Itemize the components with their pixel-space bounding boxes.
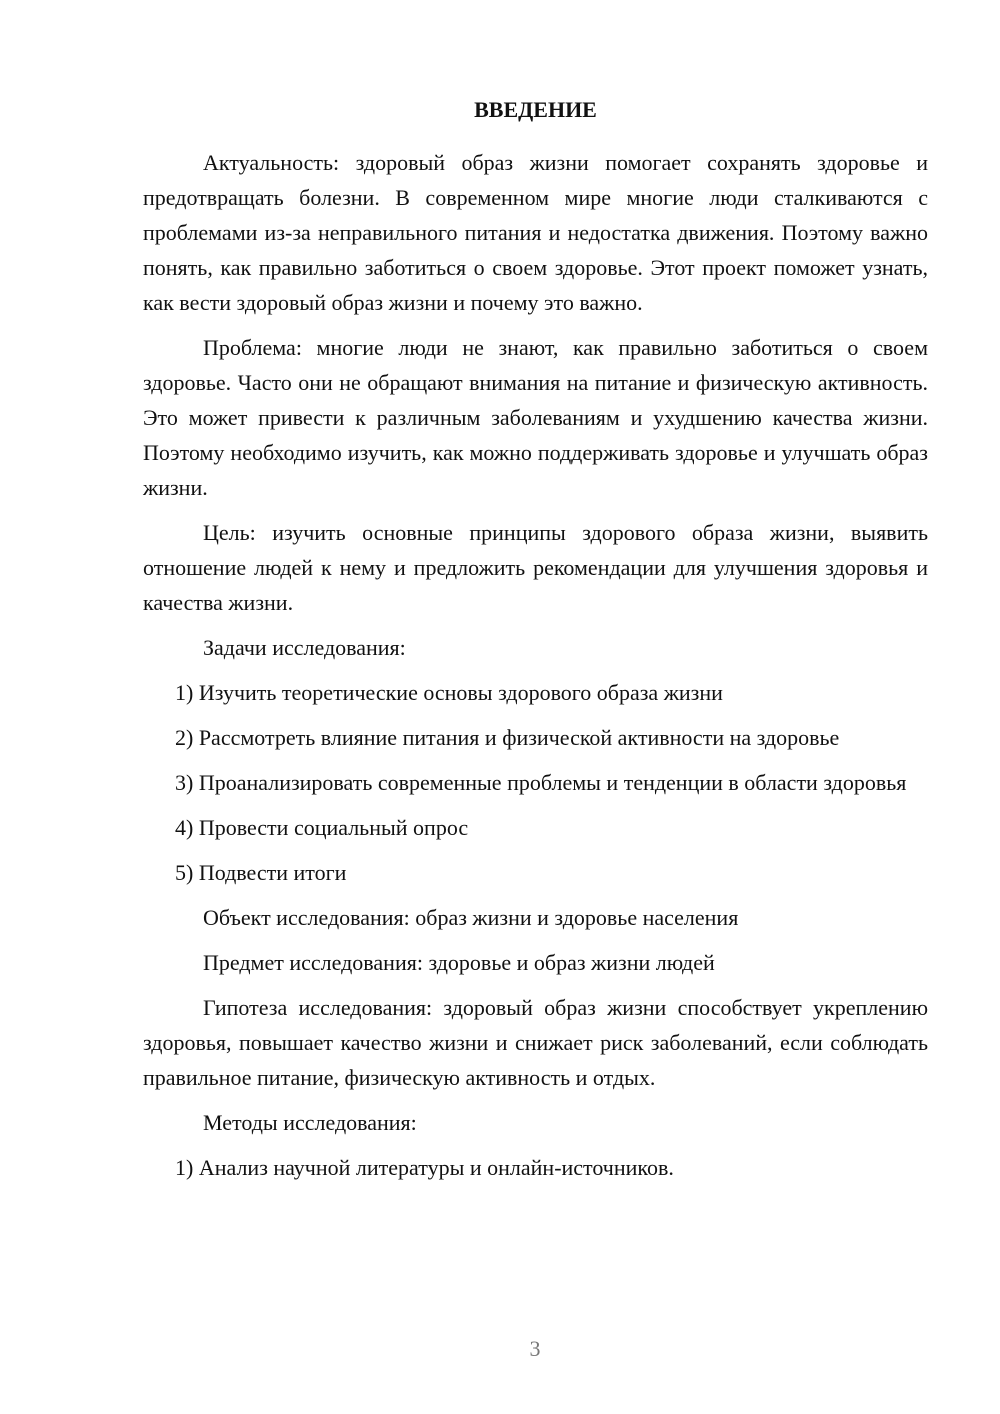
task-item-5: 5) Подвести итоги: [175, 860, 347, 885]
task-item-1: 1) Изучить теоретические основы здорового образа жизни: [175, 680, 723, 705]
goal-paragraph: Цель: изучить основные принципы здорового образа жизни, выявить отношение людей к нему и предложить рекомендации для улучшения здоровья и качества жизни.: [143, 520, 928, 615]
page-title: ВВЕДЕНИЕ: [474, 97, 597, 122]
task-item-4: 4) Провести социальный опрос: [175, 815, 469, 840]
problem-paragraph: Проблема: многие люди не знают, как правильно заботиться о своем здоровье. Часто они не обращают внимания на питание и физическую активность. Это может привести к различным заболеваниям и ухудшению качества жизни. Поэтому необходимо изучить, как можно поддерживать здоровье и улучшать образ жизни.: [143, 335, 928, 500]
methods-heading: Методы исследования:: [203, 1110, 417, 1135]
hypothesis-paragraph: Гипотеза исследования: здоровый образ жизни способствует укреплению здоровья, повышает качество жизни и снижает риск заболеваний, если соблюдать правильное питание, физическую активность и отдых.: [143, 995, 928, 1090]
research-object: Объект исследования: образ жизни и здоровье населения: [203, 905, 739, 930]
page-number: 3: [529, 1336, 541, 1361]
tasks-heading: Задачи исследования:: [203, 635, 406, 660]
relevance-paragraph: Актуальность: здоровый образ жизни помогает сохранять здоровье и предотвращать болезни. В современном мире многие люди сталкиваются с проблемами из-за неправильного питания и недостатка движения. Поэтому важно понять, как правильно заботиться о своем здоровье. Этот проект поможет узнать, как вести здоровый образ жизни и почему это важно.: [143, 150, 928, 315]
task-item-2: 2) Рассмотреть влияние питания и физической активности на здоровье: [175, 725, 840, 750]
method-item-1: 1) Анализ научной литературы и онлайн-источников.: [175, 1155, 674, 1180]
research-subject: Предмет исследования: здоровье и образ жизни людей: [203, 950, 715, 975]
task-item-3: 3) Проанализировать современные проблемы и тенденции в области здоровья: [175, 770, 907, 795]
page-content: [143, 95, 928, 1195]
